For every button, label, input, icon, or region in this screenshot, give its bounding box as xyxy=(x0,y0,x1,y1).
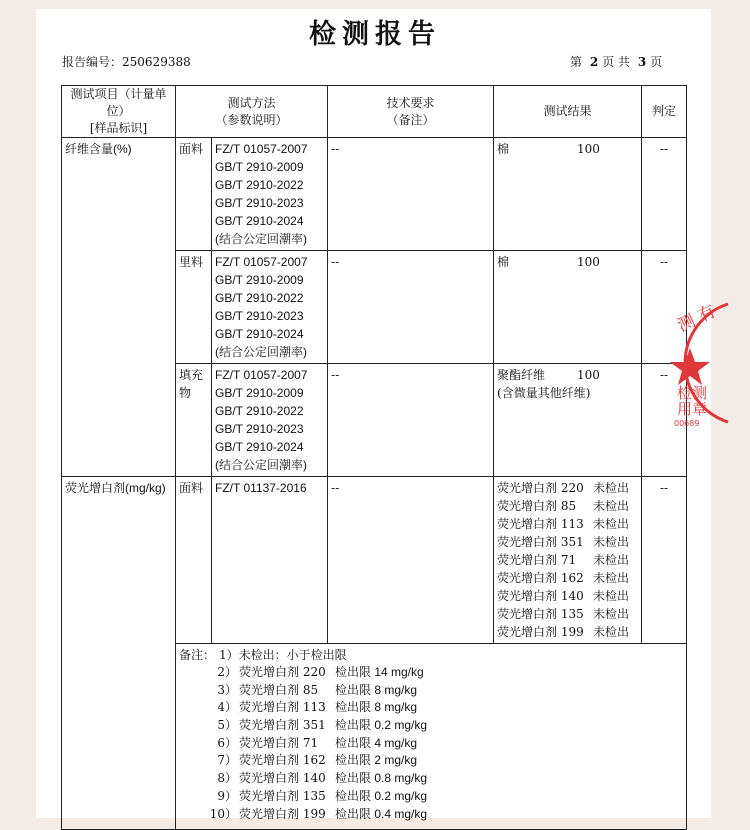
report-number xyxy=(62,53,191,70)
fluor-item: 荧光增白剂(mg/kg) xyxy=(62,477,176,830)
seal-text-bottom: 用章 xyxy=(677,400,708,418)
part-label: 面料 xyxy=(176,138,212,251)
result: 聚酯纤维 100 (含微量其他纤维) xyxy=(494,364,642,477)
part-label: 里料 xyxy=(176,251,212,364)
seal-star-icon xyxy=(670,348,710,385)
list-item: 3） 荧光增白剂 85 检出限 8 mg/kg xyxy=(217,682,418,697)
list-item: 8） 荧光增白剂 140 检出限 0.8 mg/kg xyxy=(217,771,428,786)
list-item: 10） 荧光增白剂 199 检出限 0.4 mg/kg xyxy=(209,806,428,821)
list-item: 4） 荧光增白剂 113 检出限 8 mg/kg xyxy=(217,700,418,715)
report-number-value: 250629388 xyxy=(122,55,191,69)
official-seal xyxy=(668,298,750,428)
result: 棉 100 xyxy=(494,251,642,364)
page-total: 3 xyxy=(637,55,647,69)
part-label: 面料 xyxy=(176,477,212,644)
list-item: 荧光增白剂 85 未检出 xyxy=(497,499,630,513)
report-number-label: 报告编号： xyxy=(62,55,123,69)
method-list: FZ/T 01137-2016 xyxy=(212,477,328,644)
header-method: 测试方法 （参数说明） xyxy=(176,86,328,138)
list-item: 2） 荧光增白剂 220 检出限 14 mg/kg xyxy=(217,665,424,679)
requirement: -- xyxy=(328,138,494,251)
header-item: 测试项目（计量单位） [样品标识] xyxy=(62,86,176,138)
header-result: 测试结果 xyxy=(494,86,642,138)
page-suffix: 页 xyxy=(650,55,663,69)
requirement: -- xyxy=(328,364,494,477)
page-mid: 页 共 xyxy=(602,55,631,69)
header-requirement: 技术要求 （备注） xyxy=(328,86,494,138)
list-item: 荧光增白剂 351 未检出 xyxy=(497,535,630,549)
list-item: 荧光增白剂 162 未检出 xyxy=(497,571,630,585)
list-item: 荧光增白剂 113 未检出 xyxy=(497,517,630,531)
results-table xyxy=(61,85,687,830)
list-item: 5） 荧光增白剂 351 检出限 0.2 mg/kg xyxy=(217,718,428,733)
page-indicator xyxy=(570,53,662,70)
requirement: -- xyxy=(328,477,494,644)
judge: -- xyxy=(642,251,687,364)
fiber-item: 纤维含量(%) xyxy=(62,138,176,477)
method-list: FZ/T 01057-2007 GB/T 2910-2009 GB/T 2910-2022 GB/T 2910-2023 GB/T 2910-2024 (结合公定回潮率) xyxy=(212,364,328,477)
list-item: 7） 荧光增白剂 162 检出限 2 mg/kg xyxy=(217,753,418,768)
table-row xyxy=(62,477,687,644)
judge: -- xyxy=(642,364,687,477)
list-item: 荧光增白剂 135 未检出 xyxy=(497,607,630,621)
list-item: 9） 荧光增白剂 135 检出限 0.2 mg/kg xyxy=(217,788,428,803)
method-list: FZ/T 01057-2007 GB/T 2910-2009 GB/T 2910-2022 GB/T 2910-2023 GB/T 2910-2024 (结合公定回潮率) xyxy=(212,138,328,251)
list-item: 荧光增白剂 140 未检出 xyxy=(497,589,630,603)
header-judge: 判定 xyxy=(642,86,687,138)
method-list: FZ/T 01057-2007 GB/T 2910-2009 GB/T 2910-2022 GB/T 2910-2023 GB/T 2910-2024 (结合公定回潮率) xyxy=(212,251,328,364)
notes xyxy=(176,644,687,830)
report-title: 检测报告 xyxy=(309,19,441,50)
list-item: 荧光增白剂 71 未检出 xyxy=(497,553,630,567)
result xyxy=(494,477,642,644)
requirement: -- xyxy=(328,251,494,364)
list-item: 荧光增白剂 220 未检出 xyxy=(497,481,630,495)
judge: -- xyxy=(642,138,687,251)
seal-code: 00689 xyxy=(674,419,700,428)
list-item: 荧光增白剂 199 未检出 xyxy=(497,625,630,639)
page-prefix: 第 xyxy=(570,55,583,69)
table-row xyxy=(62,138,687,251)
result: 棉 100 xyxy=(494,138,642,251)
part-label: 填充物 xyxy=(176,364,212,477)
seal-text-mid: 检测 xyxy=(677,384,708,402)
page-current: 2 xyxy=(589,55,599,69)
table-header-row xyxy=(62,86,687,138)
note-first: 备注： 1）未检出：小于检出限 xyxy=(179,648,347,662)
seal-text-top: 测 有 xyxy=(674,301,719,337)
list-item: 6） 荧光增白剂 71 检出限 4 mg/kg xyxy=(217,735,418,750)
judge: -- xyxy=(642,477,687,644)
